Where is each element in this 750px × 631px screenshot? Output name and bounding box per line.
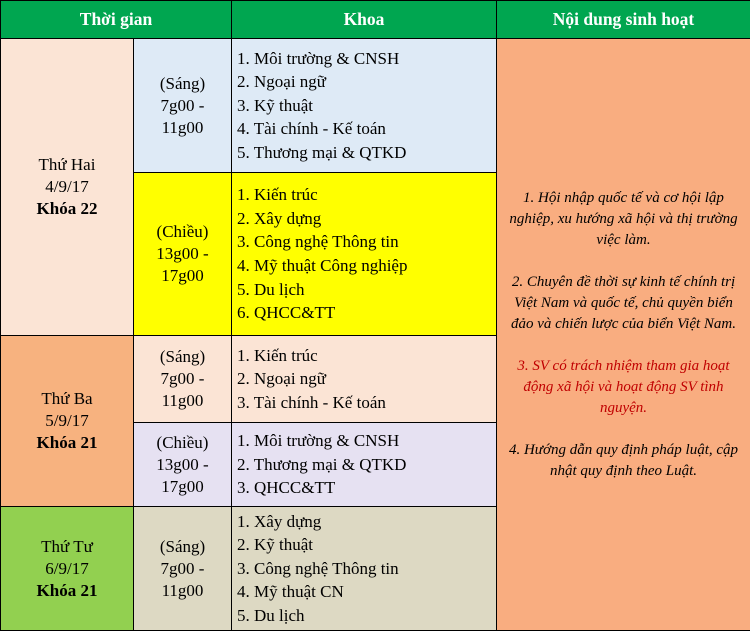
faculty-item: 3. QHCC&TT <box>237 476 496 500</box>
session-time-end: 11g00 <box>134 390 231 412</box>
day-name: Thứ Tư <box>1 536 133 558</box>
faculty-item: 2. Thương mại & QTKD <box>237 453 496 477</box>
faculty-item: 4. Tài chính - Kế toán <box>237 117 496 141</box>
session-label: (Chiều) <box>134 221 231 243</box>
day-date: 5/9/17 <box>1 410 133 432</box>
faculty-item: 2. Xây dựng <box>237 207 496 231</box>
header-row <box>1 1 750 39</box>
header-faculty: Khoa <box>232 1 497 39</box>
session-label: (Sáng) <box>134 73 231 95</box>
session-label: (Chiều) <box>134 432 231 454</box>
faculty-list <box>232 423 497 507</box>
content-cell <box>497 39 750 631</box>
day-date: 6/9/17 <box>1 558 133 580</box>
day-course: Khóa 21 <box>1 432 133 454</box>
session-time-end: 17g00 <box>134 265 231 287</box>
content-item: 1. Hội nhập quốc tế và cơ hội lập nghiệp, xu hướng xã hội và thị trường việc làm. <box>507 188 740 251</box>
faculty-item: 3. Tài chính - Kế toán <box>237 391 496 415</box>
session-time-end: 11g00 <box>134 580 231 602</box>
faculty-list <box>232 507 497 631</box>
session-time-start: 7g00 - <box>134 558 231 580</box>
faculty-item: 3. Kỹ thuật <box>237 94 496 118</box>
session-time-end: 17g00 <box>134 476 231 498</box>
faculty-item: 3. Công nghệ Thông tin <box>237 557 496 581</box>
content-item-highlight: 3. SV có trách nhiệm tham gia hoạt động xã hội và hoạt động SV tình nguyện. <box>507 356 740 419</box>
header-content: Nội dung sinh hoạt <box>497 1 750 39</box>
faculty-item: 3. Công nghệ Thông tin <box>237 230 496 254</box>
faculty-item: 1. Kiến trúc <box>237 183 496 207</box>
session-time-start: 7g00 - <box>134 368 231 390</box>
faculty-item: 2. Ngoại ngữ <box>237 70 496 94</box>
session-time-end: 11g00 <box>134 117 231 139</box>
session-label: (Sáng) <box>134 536 231 558</box>
faculty-item: 2. Ngoại ngữ <box>237 367 496 391</box>
session-cell <box>134 336 232 423</box>
content-item: 4. Hướng dẫn quy định pháp luật, cập nhật quy định theo Luật. <box>507 440 740 482</box>
faculty-list <box>232 39 497 173</box>
session-cell <box>134 423 232 507</box>
session-time-start: 13g00 - <box>134 454 231 476</box>
faculty-item: 1. Kiến trúc <box>237 344 496 368</box>
faculty-item: 4. Mỹ thuật Công nghiệp <box>237 254 496 278</box>
header-time: Thời gian <box>1 1 232 39</box>
session-time-start: 13g00 - <box>134 243 231 265</box>
content-item: 2. Chuyên đề thời sự kinh tế chính trị Việt Nam và quốc tế, chủ quyền biển đảo và chiến lược của biển Việt Nam. <box>507 272 740 335</box>
session-cell <box>134 507 232 631</box>
day-name: Thứ Ba <box>1 388 133 410</box>
day-course: Khóa 22 <box>1 198 133 220</box>
day-cell-tuesday <box>1 336 134 507</box>
faculty-item: 1. Môi trường & CNSH <box>237 429 496 453</box>
faculty-list <box>232 336 497 423</box>
day-course: Khóa 21 <box>1 580 133 602</box>
faculty-item: 1. Xây dựng <box>237 510 496 534</box>
faculty-item: 2. Kỹ thuật <box>237 533 496 557</box>
faculty-list <box>232 173 497 336</box>
day-cell-wednesday <box>1 507 134 631</box>
faculty-item: 5. Du lịch <box>237 604 496 628</box>
day-date: 4/9/17 <box>1 176 133 198</box>
faculty-item: 5. Du lịch <box>237 278 496 302</box>
session-label: (Sáng) <box>134 346 231 368</box>
session-cell <box>134 173 232 336</box>
table-row <box>1 39 750 173</box>
faculty-item: 1. Môi trường & CNSH <box>237 47 496 71</box>
faculty-item: 5. Thương mại & QTKD <box>237 141 496 165</box>
day-name: Thứ Hai <box>1 154 133 176</box>
session-time-start: 7g00 - <box>134 95 231 117</box>
day-cell-monday <box>1 39 134 336</box>
session-cell <box>134 39 232 173</box>
faculty-item: 4. Mỹ thuật CN <box>237 580 496 604</box>
faculty-item: 6. QHCC&TT <box>237 301 496 325</box>
